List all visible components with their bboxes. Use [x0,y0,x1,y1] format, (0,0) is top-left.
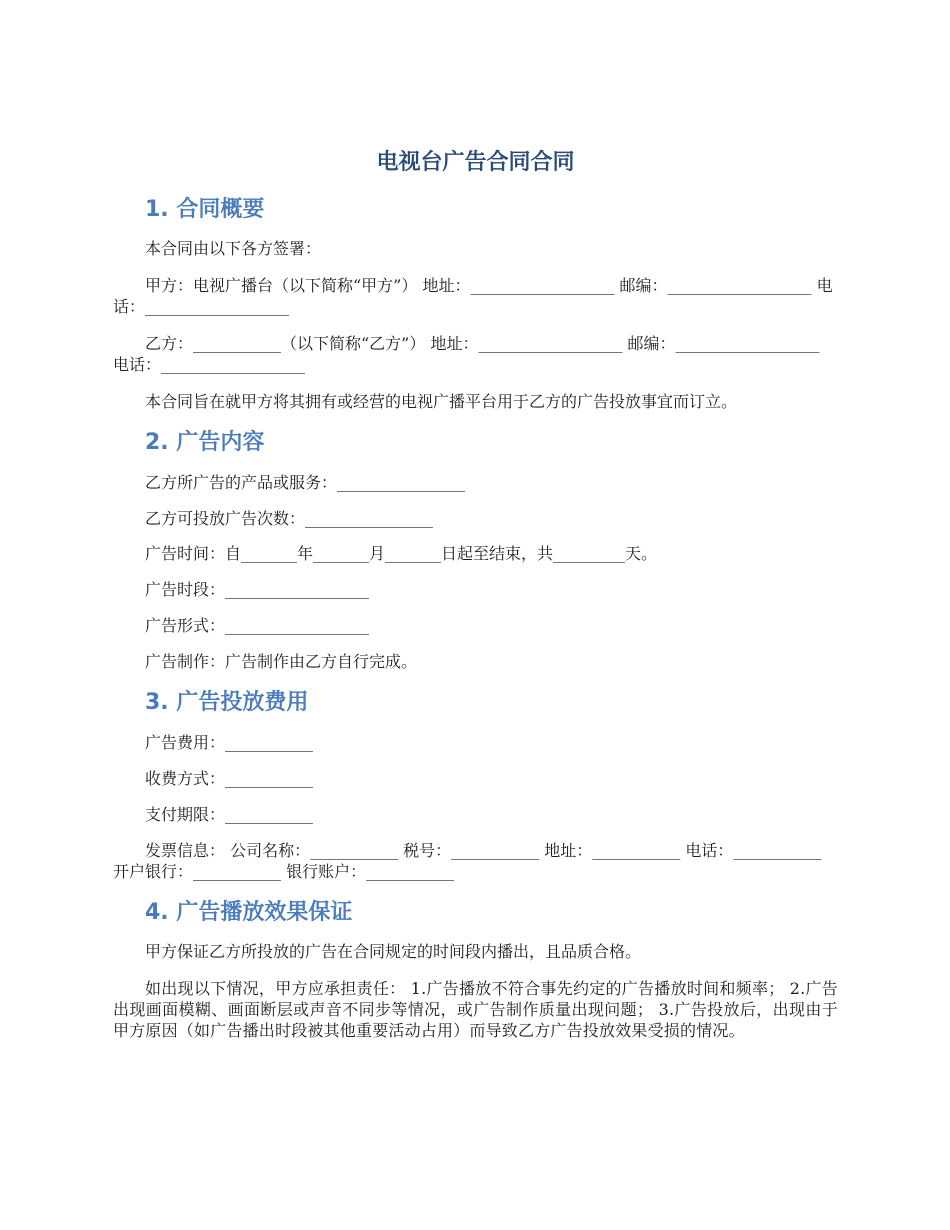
paragraph: 本合同由以下各方签署： [145,239,322,258]
party-b-paragraph: 乙方：___________（以下简称“乙方”） 地址：__________________ 邮编：__________________ 电话：__________________ [113,334,825,374]
document-title: 电视台广告合同合同 [376,150,575,175]
section-heading-4: 4. 广告播放效果保证 [145,900,353,925]
paragraph: 广告时段：__________________ [145,580,370,599]
paragraph: 广告费用：___________ [145,733,314,752]
paragraph: 乙方可投放广告次数：________________ [145,509,434,528]
liability-paragraph: 如出现以下情况，甲方应承担责任： 1.广告播放不符合事先约定的广告播放时间和频率； 2.广告出现画面模糊、画面断层或声音不同步等情况，或广告制作质量出现问题； 3.广告投放后，出现由于甲方原因（如广告播出时段被其他重要活动占用）而导致乙方广告投放效果受损的情况。 [113,979,838,1040]
paragraph: 广告时间：自_______年_______月_______日起至结束，共_________天。 [145,544,658,563]
invoice-paragraph: 发票信息： 公司名称：___________ 税号：___________ 地址：___________ 电话：___________ 开户银行：___________ 银行账户：___________ [113,841,827,881]
section-heading-1: 1. 合同概要 [145,197,265,222]
paragraph: 甲方保证乙方所投放的广告在合同规定的时间段内播出，且品质合格。 [145,942,642,961]
paragraph: 本合同旨在就甲方将其拥有或经营的电视广播平台用于乙方的广告投放事宜而订立。 [145,392,738,411]
paragraph: 收费方式：___________ [145,769,314,788]
paragraph: 支付期限：___________ [145,805,314,824]
party-a-paragraph: 甲方：电视广播台（以下简称“甲方”） 地址：__________________ 邮编：__________________ 电话：__________________ [113,276,833,316]
paragraph: 广告形式：__________________ [145,616,370,635]
section-heading-2: 2. 广告内容 [145,430,265,455]
section-heading-3: 3. 广告投放费用 [145,690,309,715]
paragraph: 广告制作：广告制作由乙方自行完成。 [145,652,418,671]
paragraph: 乙方所广告的产品或服务：________________ [145,473,466,492]
